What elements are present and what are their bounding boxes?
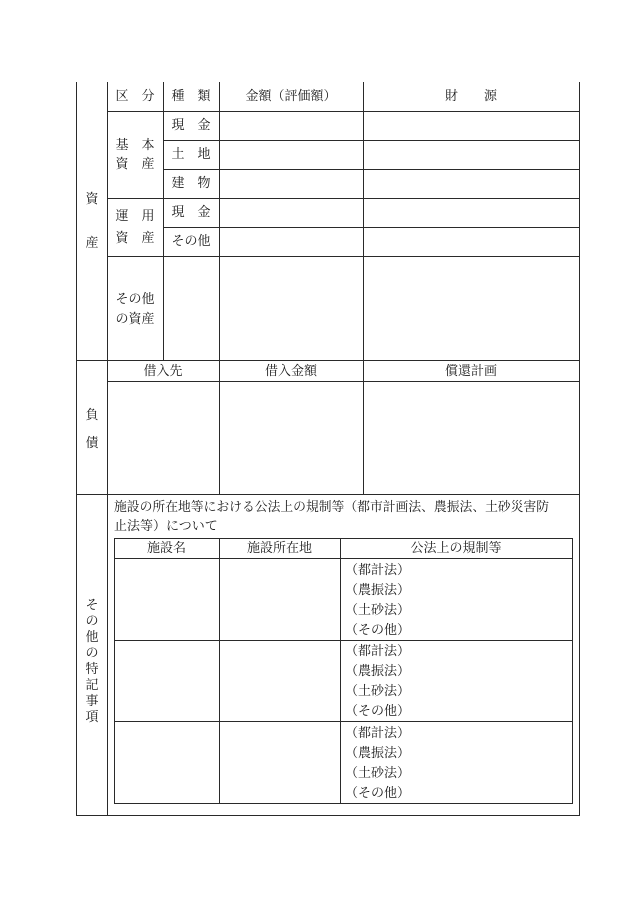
facility-header-location: 施設所在地 [246, 541, 312, 556]
special-label-char: 事 [85, 694, 99, 709]
kihon-type-cash: 現 金 [171, 118, 211, 133]
facility-table-left [114, 538, 115, 804]
liabilities-header-plan: 償還計画 [444, 364, 497, 379]
regulation-item-noushin: （農振法） [345, 583, 411, 598]
facility-table-header-bottom [114, 558, 573, 559]
regulation-item-dosha: （土砂法） [345, 603, 411, 618]
regulation-item-noushin: （農振法） [345, 746, 411, 761]
special-label-char: 特 [85, 662, 99, 677]
assets-header-zaigen: 財 源 [444, 89, 497, 104]
assets-section-bottom [76, 360, 580, 361]
facility-table-top [114, 538, 573, 539]
assets-label-char-1: 資 [85, 192, 99, 207]
kihon-type-building: 建 物 [171, 176, 211, 191]
liabilities-label-char-1: 負 [85, 408, 99, 423]
liabilities-header-lender: 借入先 [143, 364, 183, 379]
regulation-item-dosha: （土砂法） [345, 766, 411, 781]
facility-table-bottom [114, 803, 573, 804]
assets-row-line [107, 198, 579, 199]
kihon-type-land: 土 地 [171, 147, 211, 162]
special-label-char: の [85, 646, 99, 661]
liabilities-label-char-2: 債 [85, 436, 99, 451]
regulation-item-toshi: （都計法） [345, 563, 411, 578]
assets-row-line [163, 227, 579, 228]
frame-bottom [76, 815, 580, 816]
unyo-type-cash: 現 金 [171, 205, 211, 220]
regulation-item-noushin: （農振法） [345, 664, 411, 679]
assets-label-char-2: 産 [85, 236, 99, 251]
assets-header-kingaku: 金額（評価額） [245, 89, 337, 104]
regulation-item-toshi: （都計法） [345, 644, 411, 659]
assets-col-kingaku-right [363, 82, 364, 361]
regulation-item-other: （その他） [345, 623, 411, 638]
unyo-shisan-label-1: 運 用 [115, 209, 155, 224]
facility-col-name-right [219, 538, 220, 804]
assets-header-bottom [107, 111, 579, 112]
assets-header-kubun: 区 分 [115, 89, 155, 104]
unyo-type-other: その他 [171, 234, 211, 249]
regulation-item-other: （その他） [345, 704, 411, 719]
facility-header-name: 施設名 [146, 541, 186, 556]
facility-col-location-right [340, 538, 341, 804]
special-label-char: 他 [85, 630, 99, 645]
liabilities-section-bottom [76, 494, 580, 495]
kihon-shisan-label-2: 資 産 [115, 157, 155, 172]
regulation-item-toshi: （都計法） [345, 726, 411, 741]
special-label-char: そ [85, 598, 99, 613]
frame-left [76, 82, 77, 816]
special-label-char: 項 [85, 710, 99, 725]
unyo-shisan-label-2: 資 産 [115, 231, 155, 246]
other-assets-label-2: の資産 [115, 312, 155, 327]
facility-table-right [572, 538, 573, 804]
other-assets-label-1: その他 [115, 292, 155, 307]
assets-col-shurui-right [219, 82, 220, 361]
assets-row-line [107, 256, 579, 257]
frame-right [579, 82, 580, 816]
assets-row-line [163, 169, 579, 170]
liabilities-header-amount: 借入金額 [264, 364, 317, 379]
liabilities-header-bottom [107, 381, 579, 382]
special-label-char: の [85, 614, 99, 629]
label-column-divider [107, 82, 108, 816]
kihon-shisan-label-1: 基 本 [115, 138, 155, 153]
special-intro-line-1: 施設の所在地等における公法上の規制等（都市計画法、農振法、土砂災害防 [114, 500, 550, 515]
assets-header-shurui: 種 類 [171, 89, 211, 104]
assets-row-line [163, 140, 579, 141]
regulation-item-other: （その他） [345, 786, 411, 801]
special-intro-line-2: 止法等）について [114, 519, 218, 534]
special-label-char: 記 [85, 678, 99, 693]
facility-row-line [114, 721, 573, 722]
facility-header-regulation: 公法上の規制等 [410, 541, 502, 556]
regulation-item-dosha: （土砂法） [345, 684, 411, 699]
facility-row-line [114, 640, 573, 641]
